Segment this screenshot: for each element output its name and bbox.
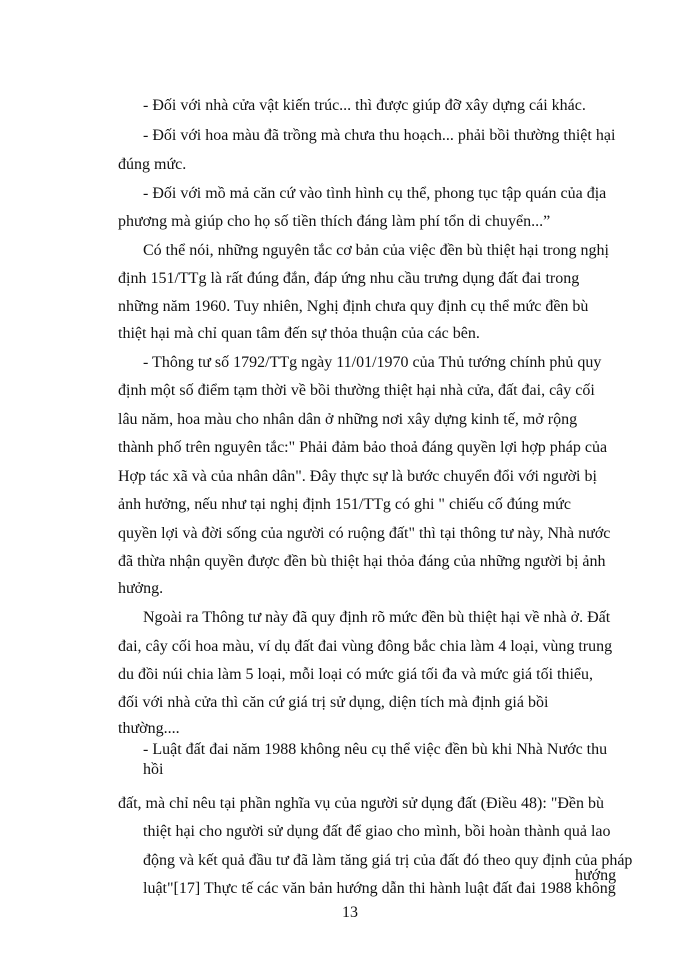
text-line: - Đối với hoa màu đã trồng mà chưa thu hoạch... phải bồi thường thiệt hại <box>143 127 616 144</box>
text-line: động và kết quả đầu tư đã làm tăng giá trị của đất đó theo quy định của pháp <box>143 852 633 869</box>
text-line: những năm 1960. Tuy nhiên, Nghị định chưa quy định cụ thể mức đền bù <box>118 298 589 315</box>
text-line: hồi <box>143 761 164 778</box>
text-line: Ngoài ra Thông tư này đã quy định rõ mức đền bù thiệt hại về nhà ở. Đất <box>143 609 611 626</box>
text-line: lâu năm, hoa màu cho nhân dân ở những nơi xây dựng kinh tế, mở rộng <box>118 411 578 428</box>
page-number: 13 <box>342 904 358 921</box>
text-line: ảnh hưởng, nếu như tại nghị định 151/TTg có ghi " chiếu cố đúng mức <box>118 496 571 513</box>
text-line: đai, cây cối hoa màu, ví dụ đất đai vùng đông bắc chia làm 4 loại, vùng trung <box>118 638 613 655</box>
text-line: thành phố trên nguyên tắc:" Phải đảm bảo thoả đáng quyền lợi hợp pháp của <box>118 439 608 456</box>
text-line: hưởng. <box>118 580 164 597</box>
text-line: phương mà giúp cho họ số tiền thích đáng làm phí tổn di chuyển...” <box>118 213 551 230</box>
text-line: định một số điểm tạm thời về bồi thường thiệt hại nhà cửa, đất đai, cây cối <box>118 382 595 399</box>
text-line: định 151/TTg là rất đúng đắn, đáp ứng nhu cầu trưng dụng đất đai trong <box>118 270 580 287</box>
text-line: đất, mà chỉ nêu tại phần nghĩa vụ của người sử dụng đất (Điều 48): "Đền bù <box>118 795 604 812</box>
text-line: đã thừa nhận quyền được đền bù thiệt hại thỏa đáng của những người bị ảnh <box>118 553 606 570</box>
text-line: luật"[17] Thực tế các văn bản hướng dẫn thi hành luật đất đai 1988 không <box>143 880 616 897</box>
text-line: hướng <box>575 867 617 884</box>
text-line: thiệt hại mà chỉ quan tâm đến sự thỏa thuận của các bên. <box>118 325 480 342</box>
text-line: Hợp tác xã và của nhân dân". Đây thực sự là bước chuyển đổi với người bị <box>118 468 597 485</box>
text-line: du đồi núi chia làm 5 loại, mỗi loại có mức giá tối đa và mức giá tối thiểu, <box>118 666 594 683</box>
text-line: - Thông tư số 1792/TTg ngày 11/01/1970 của Thủ tướng chính phủ quy <box>143 354 602 371</box>
text-line: - Đối với nhà cửa vật kiến trúc... thì được giúp đỡ xây dựng cái khác. <box>143 97 586 114</box>
text-line: đúng mức. <box>118 156 187 173</box>
text-line: quyền lợi và đời sống của người có ruộng đất" thì tại thông tư này, Nhà nước <box>118 525 611 542</box>
text-line: thiệt hại cho người sử dụng đất để giao cho mình, bồi hoàn thành quả lao <box>143 823 611 840</box>
text-line: đối với nhà cửa thì căn cứ giá trị sử dụng, diện tích mà định giá bồi <box>118 694 549 711</box>
text-line: - Đối với mồ mả căn cứ vào tình hình cụ thể, phong tục tập quán của địa <box>143 185 607 202</box>
text-line: Có thể nói, những nguyên tắc cơ bản của việc đền bù thiệt hại trong nghị <box>143 242 609 259</box>
text-line: - Luật đất đai năm 1988 không nêu cụ thể việc đền bù khi Nhà Nước thu <box>143 741 608 758</box>
text-line: thường.... <box>118 720 180 737</box>
